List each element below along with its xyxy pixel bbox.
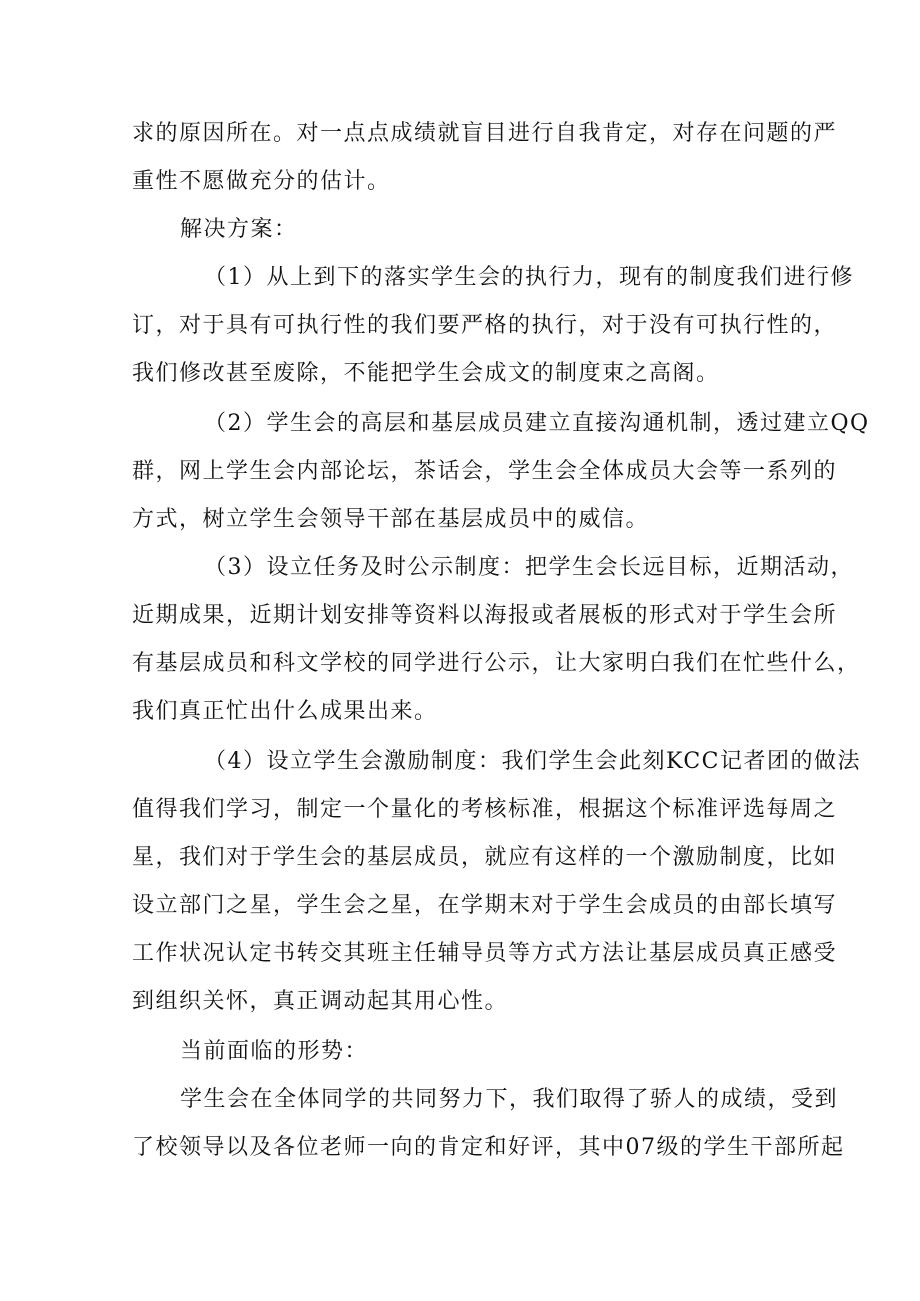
solution-2-line: 方式，树立学生会领导干部在基层成员中的威信。: [132, 507, 650, 532]
solution-4-line: 到组织关怀，真正调动起其用心性。: [132, 989, 509, 1014]
solution-1-line: 我们修改甚至废除，不能把学生会成文的制度束之高阁。: [132, 361, 720, 386]
section-heading-solutions: 解决方案：: [180, 217, 298, 242]
solution-4-line: 值得我们学习，制定一个量化的考核标准，根据这个标准评选每周之: [132, 797, 838, 822]
solution-3-line: 近期成果，近期计划安排等资料以海报或者展板的形式对于学生会所: [132, 603, 838, 628]
paragraph-line: 求的原因所在。对一点点成绩就盲目进行自我肯定，对存在问题的严: [132, 121, 838, 146]
section-heading-situation: 当前面临的形势：: [180, 1039, 369, 1064]
solution-1-line: 订，对于具有可执行性的我们要严格的执行，对于没有可执行性的，: [132, 313, 838, 338]
solution-3-line: （3）设立任务及时公示制度：把学生会长远目标，近期活动，: [204, 555, 854, 580]
situation-line: 了校领导以及各位老师一向的肯定和好评，其中07级的学生干部所起: [132, 1135, 845, 1160]
solution-4-line: 工作状况认定书转交其班主任辅导员等方式方法让基层成员真正感受: [132, 941, 838, 966]
solution-3-line: 有基层成员和科文学校的同学进行公示，让大家明白我们在忙些什么，: [132, 651, 861, 676]
situation-line: 学生会在全体同学的共同努力下，我们取得了骄人的成绩，受到: [180, 1087, 839, 1112]
solution-3-line: 我们真正忙出什么成果出来。: [132, 699, 438, 724]
paragraph-line: 重性不愿做充分的估计。: [132, 169, 391, 194]
solution-4-line: 星，我们对于学生会的基层成员，就应有这样的一个激励制度，比如: [132, 845, 838, 870]
solution-1-line: （1）从上到下的落实学生会的执行力，现有的制度我们进行修: [204, 265, 854, 290]
solution-2-line: （2）学生会的高层和基层成员建立直接沟通机制，透过建立QQ: [204, 411, 870, 436]
solution-4-line: （4）设立学生会激励制度：我们学生会此刻KCC记者团的做法: [204, 749, 862, 774]
solution-4-line: 设立部门之星，学生会之星，在学期末对于学生会成员的由部长填写: [132, 893, 838, 918]
solution-2-line: 群，网上学生会内部论坛，茶话会，学生会全体成员大会等一系列的: [132, 459, 838, 484]
